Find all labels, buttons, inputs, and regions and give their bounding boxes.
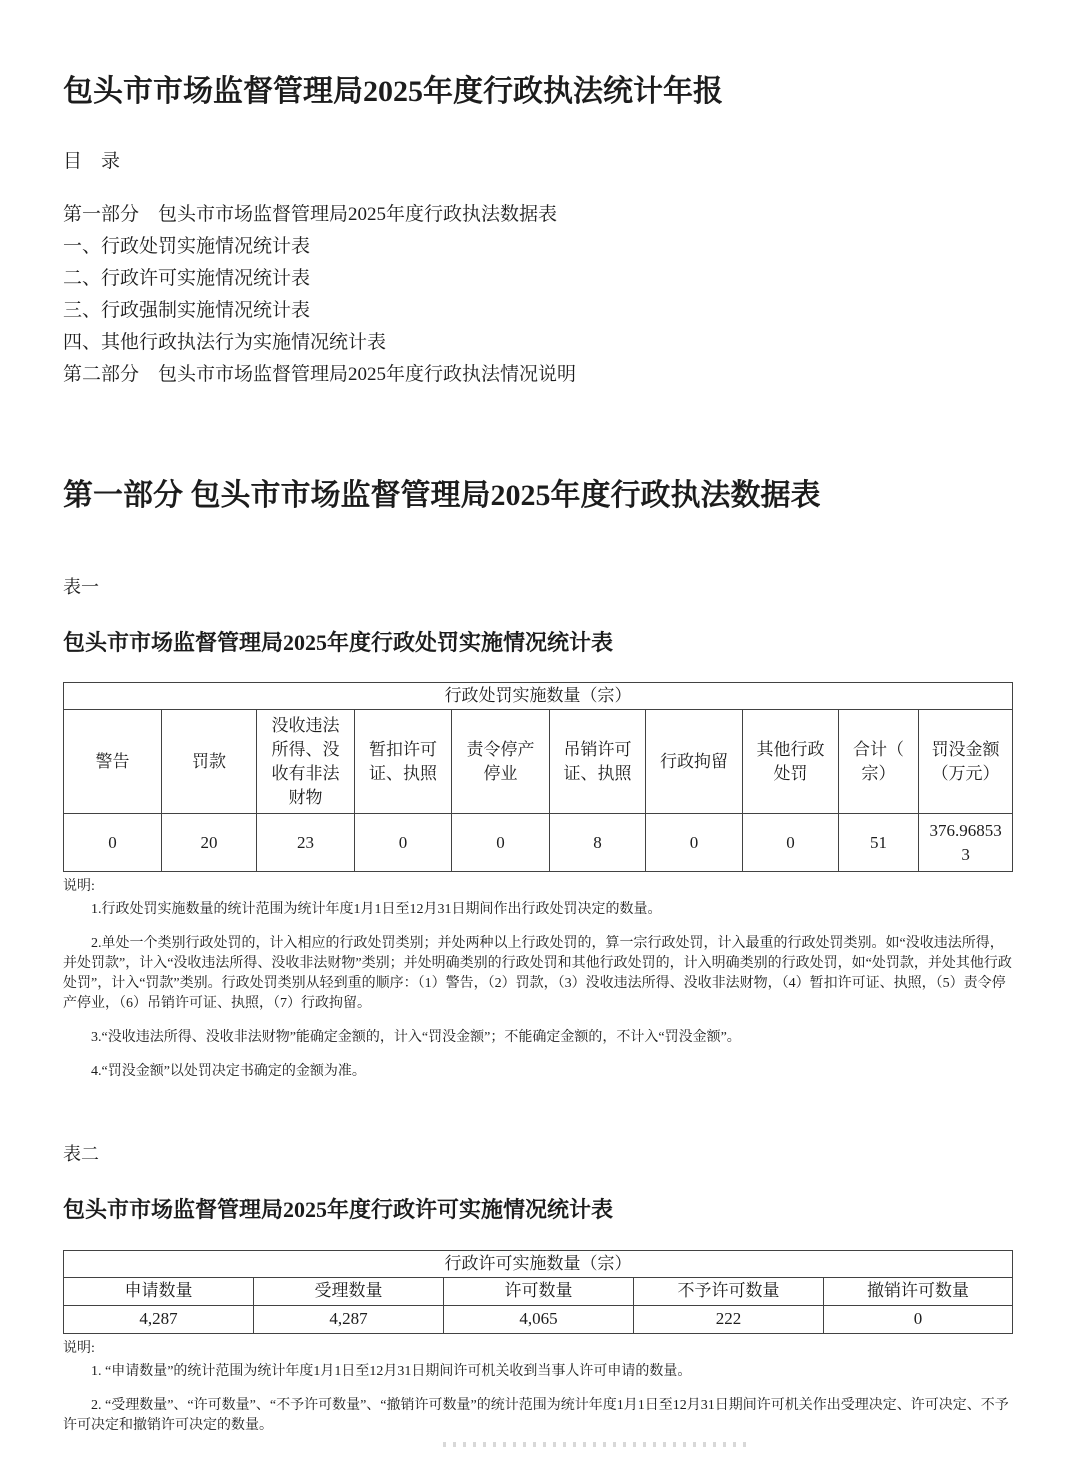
column-header: 申请数量: [64, 1277, 254, 1305]
data-cell: 222: [634, 1305, 824, 1333]
table-row: [64, 1250, 1013, 1277]
table1-tag: 表一: [63, 576, 99, 597]
note-paragraph: 2.单处一个类别行政处罚的，计入相应的行政处罚类别；并处两种以上行政处罚的，算一宗行政处罚，计入最重的行政处罚类别。如“没收违法所得，并处罚款”，计入“没收违法所得、没收非法财物”类别；并处明确类别的行政处罚和其他行政处罚的，计入明确类别的行政处罚，如“处罚款，并处其他行政处罚”，计入“罚款”类别。行政处罚类别从轻到重的顺序：（1）警告，（2）罚款，（3）没收违法所得、没收非法财物，（4）暂扣许可证、执照，（5）责令停产停业，（6）吊销许可证、执照，（7）行政拘留。: [63, 936, 1012, 1011]
column-header: 罚没金额（万元）: [919, 710, 1013, 814]
table1-title: 包头市市场监督管理局2025年度行政处罚实施情况统计表: [63, 629, 614, 655]
note-paragraph: 1. “申请数量”的统计范围为统计年度1月1日至12月31日期间许可机关收到当事人许可申请的数量。: [91, 1363, 692, 1379]
column-header: 吊销许可证、执照: [550, 710, 646, 814]
column-header: 许可数量: [444, 1277, 634, 1305]
table-row: [64, 1305, 1013, 1333]
note-paragraph: 1.行政处罚实施数量的统计范围为统计年度1月1日至12月31日期间作出行政处罚决定的数量。: [91, 902, 662, 917]
notes-label: 说明:: [63, 1340, 95, 1356]
column-header: 合计（宗）: [839, 710, 919, 814]
data-cell: 8: [550, 814, 646, 872]
column-header: 受理数量: [254, 1277, 444, 1305]
table2-group-header: 行政许可实施数量（宗）: [64, 1250, 1013, 1277]
table1-group-header: 行政处罚实施数量（宗）: [64, 683, 1013, 710]
table1-notes: [63, 877, 1015, 1082]
license-table: [63, 1250, 1013, 1334]
data-cell: 0: [646, 814, 743, 872]
data-cell: 0: [355, 814, 452, 872]
data-cell: 0: [824, 1305, 1013, 1333]
column-header: 不予许可数量: [634, 1277, 824, 1305]
table-row: [64, 1277, 1013, 1305]
doc-title: 包头市市场监督管理局2025年度行政执法统计年报: [63, 75, 723, 108]
penalty-table: [63, 682, 1013, 872]
data-cell: 0: [743, 814, 839, 872]
table-row: [64, 683, 1013, 710]
column-header: 罚款: [162, 710, 257, 814]
data-cell: 4,065: [444, 1305, 634, 1333]
column-header: 警告: [64, 710, 162, 814]
column-header: 行政拘留: [646, 710, 743, 814]
note-paragraph: 3.“没收违法所得、没收非法财物”能确定金额的，计入“罚没金额”；不能确定金额的，不计入“罚没金额”。: [91, 1030, 741, 1045]
table2-title: 包头市市场监督管理局2025年度行政许可实施情况统计表: [63, 1197, 614, 1222]
toc: [63, 199, 1012, 391]
data-cell: 4,287: [64, 1305, 254, 1333]
data-cell: 51: [839, 814, 919, 872]
column-header: 责令停产停业: [452, 710, 550, 814]
toc-item-part2: 第二部分 包头市市场监督管理局2025年度行政执法情况说明: [63, 364, 577, 385]
column-header: 暂扣许可证、执照: [355, 710, 452, 814]
note-paragraph: 4.“罚没金额”以处罚决定书确定的金额为准。: [91, 1064, 366, 1079]
toc-label: 目 录: [63, 151, 121, 172]
data-cell: 20: [162, 814, 257, 872]
clipped-text-top: [443, 1442, 753, 1447]
data-cell: 376.968533: [919, 814, 1013, 872]
column-header: 其他行政处罚: [743, 710, 839, 814]
toc-item-2: 二、行政许可实施情况统计表: [63, 268, 311, 289]
table-row: [64, 710, 1013, 814]
data-cell: 0: [64, 814, 162, 872]
data-cell: 0: [452, 814, 550, 872]
toc-item-3: 三、行政强制实施情况统计表: [63, 300, 311, 321]
column-header: 没收违法所得、没收有非法财物: [257, 710, 355, 814]
column-header: 撤销许可数量: [824, 1277, 1013, 1305]
note-paragraph: 2. “受理数量”、“许可数量”、“不予许可数量”、“撤销许可数量”的统计范围为统计年度1月1日至12月31日期间许可机关作出受理决定、许可决定、不予许可决定和撤销许可决定的数量。: [63, 1397, 1009, 1433]
toc-item-part1: 第一部分 包头市市场监督管理局2025年度行政执法数据表: [63, 204, 558, 225]
table2-tag: 表二: [63, 1144, 99, 1164]
part1-heading: 第一部分 包头市市场监督管理局2025年度行政执法数据表: [63, 479, 821, 512]
toc-item-4: 四、其他行政执法行为实施情况统计表: [63, 332, 387, 353]
table2-notes: [63, 1339, 1015, 1436]
table-row: [64, 814, 1013, 872]
data-cell: 4,287: [254, 1305, 444, 1333]
data-cell: 23: [257, 814, 355, 872]
notes-label: 说明:: [63, 879, 95, 894]
toc-item-1: 一、行政处罚实施情况统计表: [63, 236, 311, 257]
